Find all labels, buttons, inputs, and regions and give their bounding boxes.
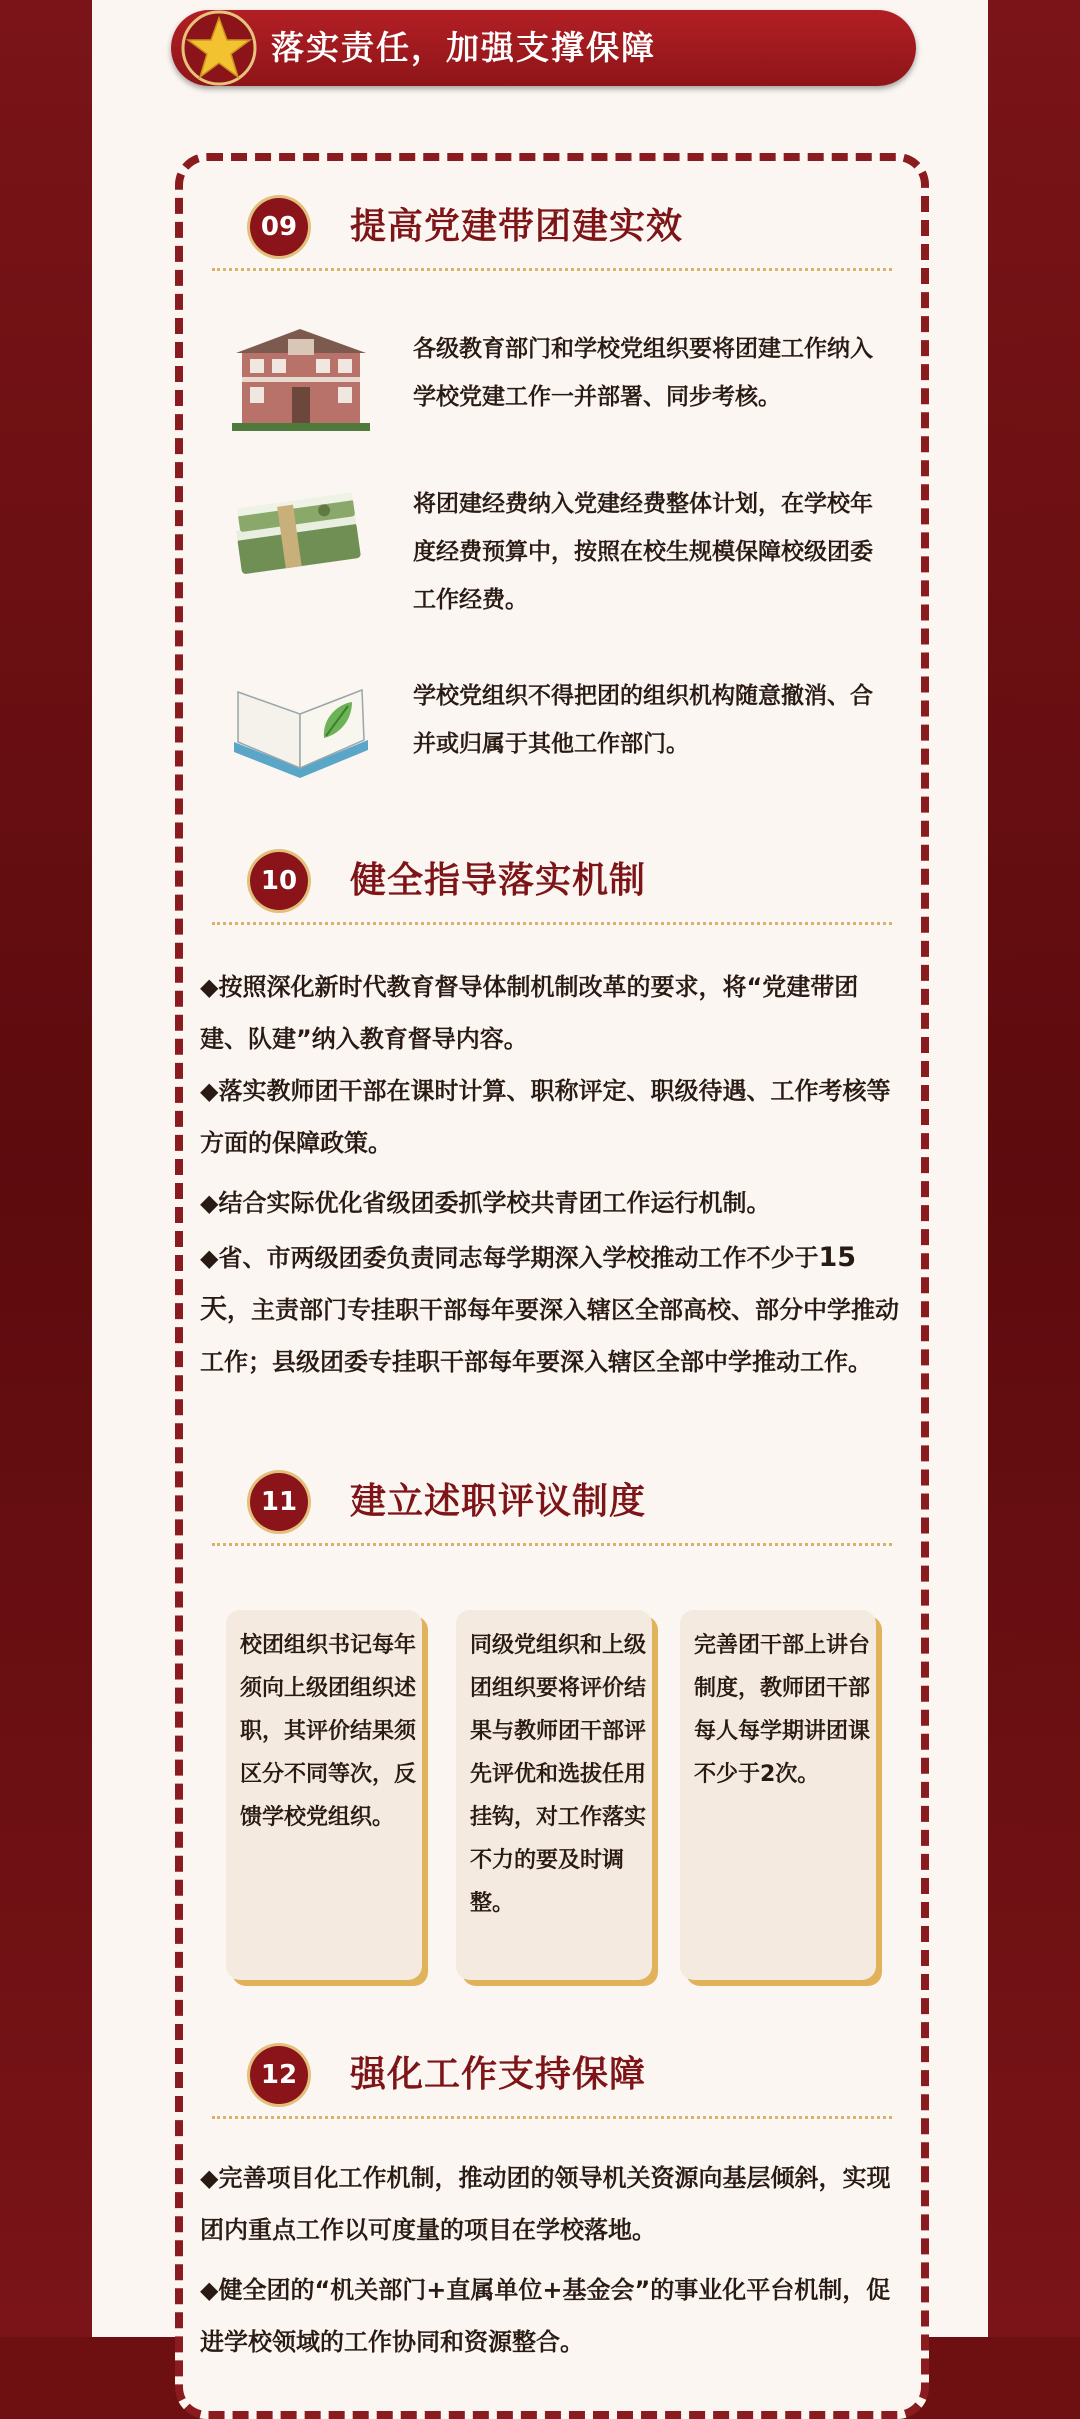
box-text: 校团组织书记每年须向上级团组织述职，其评价结果须区分不同等次，反馈学校党组织。 — [240, 1633, 417, 1830]
section-title: 强化工作支持保障 — [350, 2054, 647, 2095]
list-item — [228, 672, 908, 792]
section-title: 建立述职评议制度 — [350, 1481, 647, 1522]
section-12-header — [250, 2046, 890, 2106]
section-banner — [171, 10, 916, 86]
item-text: 将团建经费纳入党建经费整体计划，在学校年度经费预算中，按照在校生规模保障校级团委工作经费。 — [413, 491, 873, 613]
highlight-text: “机关部门+直属单位+基金会” — [314, 2276, 651, 2304]
open-book-icon — [228, 672, 373, 782]
banner-title: 落实责任，加强支撑保障 — [271, 28, 656, 67]
box-text: 完善团干部上讲台制度，教师团干部每人每学期讲团课不少于2次。 — [694, 1633, 871, 1787]
item-text: 各级教育部门和学校党组织要将团建工作纳入学校党建工作一并部署、同步考核。 — [413, 336, 873, 410]
bullet-text: 的事业化平台机制，促进学校领域的工作协同和资源整合。 — [200, 2276, 891, 2356]
info-box — [226, 1610, 422, 1980]
info-box — [680, 1610, 876, 1980]
star-icon — [179, 8, 259, 88]
list-item — [228, 325, 908, 445]
bullet-paragraph: ◆落实教师团干部在课时计算、职称评定、职级待遇、工作考核等方面的保障政策。 — [200, 1077, 891, 1157]
section-number-badge: 11 — [250, 1473, 308, 1531]
section-11-header — [250, 1473, 890, 1533]
bullet-paragraph: ◆按照深化新时代教育督导体制机制改革的要求，将“党建带团建、队建”纳入教育督导内容。 — [200, 973, 859, 1053]
section-title: 提高党建带团建实效 — [350, 206, 684, 247]
section-divider — [212, 2116, 892, 2119]
section-title: 健全指导落实机制 — [350, 860, 647, 901]
bullet-text: ◆省、市两级团委负责同志每学期深入学校推动工作不少于 — [200, 1244, 819, 1272]
section-divider — [212, 268, 892, 271]
bullet-text: ◆健全团的 — [200, 2276, 315, 2304]
box-text: 同级党组织和上级团组织要将评价结果与教师团干部评先评优和选拔任用挂钩，对工作落实不力的要及时调整。 — [470, 1633, 647, 1916]
list-item — [228, 480, 908, 613]
highlight-text: 15天 — [200, 1242, 857, 1325]
section-number-badge: 09 — [250, 198, 308, 256]
building-icon — [228, 325, 373, 435]
section-number-badge: 10 — [250, 852, 308, 910]
section-divider — [212, 1543, 892, 1546]
info-box — [456, 1610, 652, 1980]
bullet-paragraph — [200, 1232, 902, 1388]
bullet-paragraph — [200, 2264, 902, 2368]
section-divider — [212, 922, 892, 925]
section-number-badge: 12 — [250, 2046, 308, 2104]
bullet-text: ，主责部门专挂职干部每年要深入辖区全部高校、部分中学推动工作；县级团委专挂职干部每年要深入辖区全部中学推动工作。 — [200, 1296, 899, 1376]
section-09-header — [250, 198, 890, 258]
section-10-header — [250, 852, 890, 912]
bullet-paragraph: ◆结合实际优化省级团委抓学校共青团工作运行机制。 — [200, 1189, 771, 1217]
item-text: 学校党组织不得把团的组织机构随意撤消、合并或归属于其他工作部门。 — [413, 683, 873, 757]
bullet-paragraph: ◆完善项目化工作机制，推动团的领导机关资源向基层倾斜，实现团内重点工作以可度量的项目在学校落地。 — [200, 2164, 891, 2244]
money-stack-icon — [228, 480, 373, 590]
